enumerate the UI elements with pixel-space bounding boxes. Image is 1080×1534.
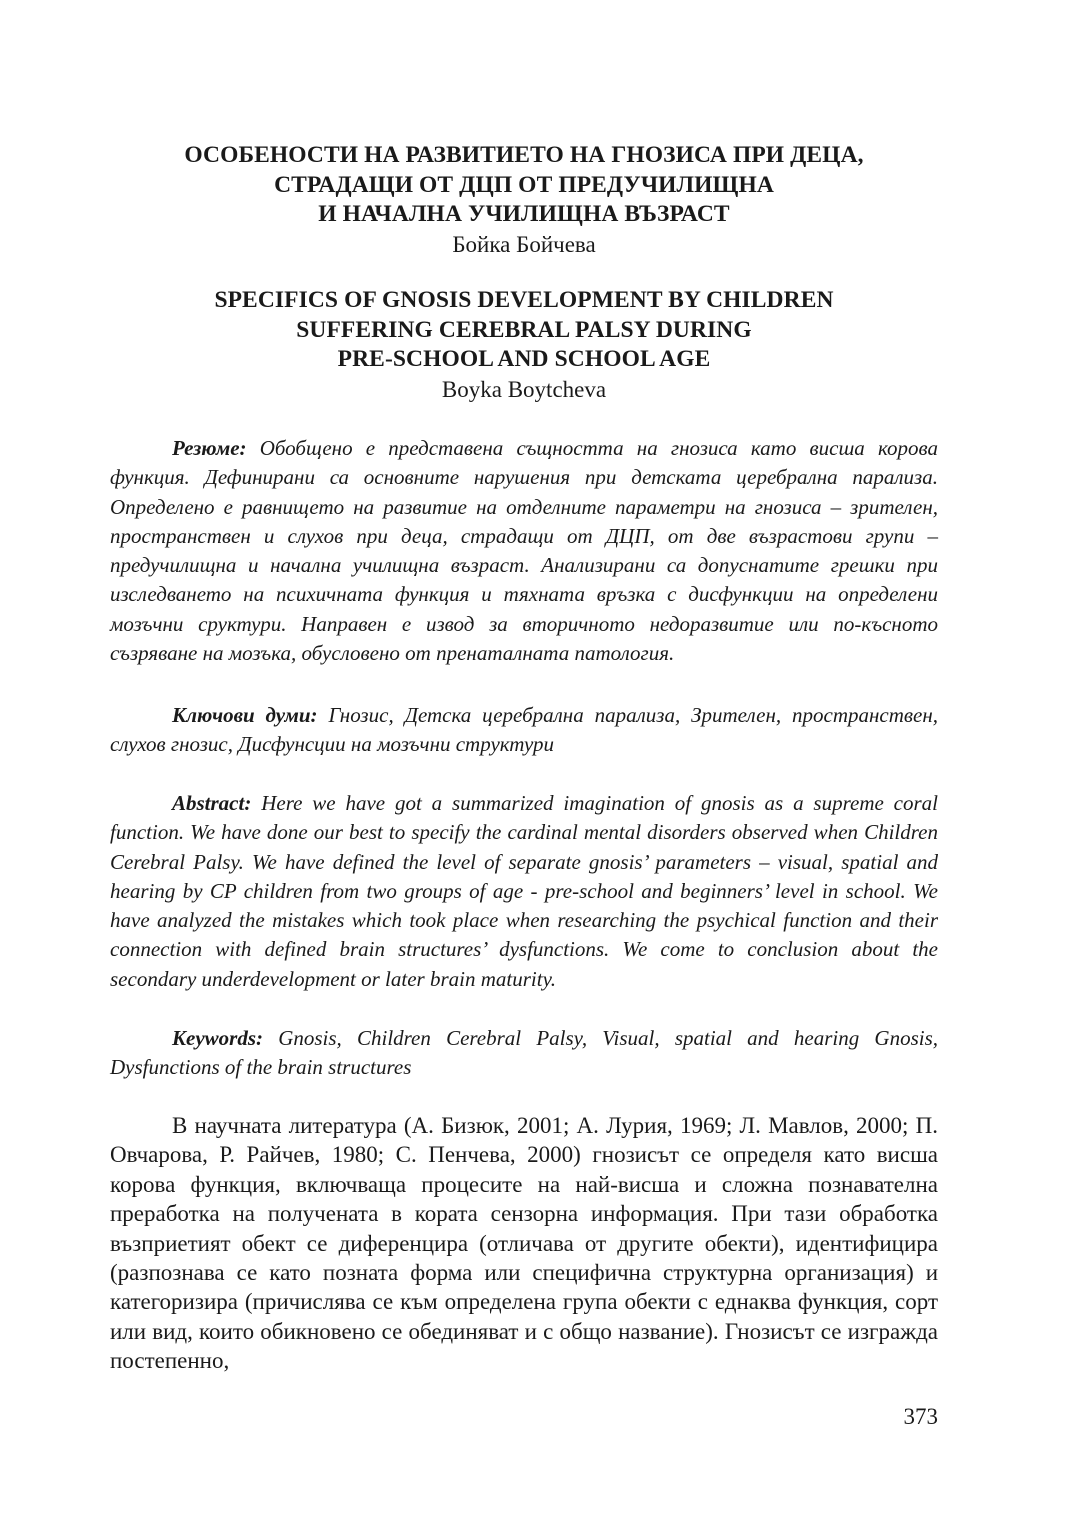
resume-text: Обобщено е представена същността на гнозиса като висша корова функция. Дефинирани са основните нарушения при детската церебрална парализа. Определено е равнището на развитие на отделните параметри на гнозиса – зрителен, пространствен и слухов при деца, страдащи от ДЦП, от две възрастови групи – предучилищна и начална училищна възраст. Анализирани са допуснатите грешки при изследването на психичната функция и тяхната връзка с дисфункции на определени мозъчни сруктури. Направен е извод за вторичното недоразвитие или по-късното съзряване на мозъка, обусловено от пренаталната патология. — [110, 436, 938, 666]
title-bg-line-2: СТРАДАЩИ ОТ ДЦП ОТ ПРЕДУЧИЛИЩНА — [274, 171, 774, 198]
abstract-text: Here we have got a summarized imagination of gnosis as a supreme coral function. We have done our best to specify the cardinal mental disorders observed when Children Cerebral Palsy. We have defined the level of separate gnosis’ parameters – visual, spatial and hearing by CP children from two groups of age - pre-school and beginners’ level in school. We have analyzed the mistakes which took place when researching the psychical function and their connection with defined brain structures’ dysfunctions. We come to conclusion about the secondary underdevelopment or later brain maturity. — [110, 791, 939, 991]
page-number: 373 — [903, 1404, 938, 1429]
author-en: Boyka Boytcheva — [441, 376, 607, 402]
keywords-en-paragraph — [110, 1024, 938, 1083]
keywords-bg-paragraph — [110, 701, 938, 760]
title-en-line-1: SPECIFICS OF GNOSIS DEVELOPMENT BY CHILDREN — [214, 287, 834, 313]
title-bg-line-1: ОСОБЕНОСТИ НА РАЗВИТИЕТО НА ГНОЗИСА ПРИ ДЕЦА, — [184, 142, 864, 168]
keywords-bg-text: Гнозис, Детска церебрална парализа, Зрителен, пространствен, слухов гнозис, Дисфунсции на мозъчни структури — [110, 703, 939, 757]
author-bg: Бойка Бойчева — [452, 231, 596, 257]
document-page — [110, 0, 938, 1534]
title-bg-line-3: И НАЧАЛНА УЧИЛИЩНА ВЪЗРАСТ — [318, 201, 730, 227]
resume-paragraph — [110, 434, 938, 668]
body-paragraph: В научната литература (А. Бизюк, 2001; А. Лурия, 1969; Л. Мавлов, 2000; П. Овчарова, Р. Райчев, 1980; С. Пенчева, 2000) гнозисът се определя като висша корова функция, включваща процесите на най-висша и сложна познавателна преработка на получената в кората сензорна информация. При тази обработка възприетият обект се диференцира (отличава от другите обекти), идентифицира (разпознава се като позната форма или специфична структурна организация) и категоризира (причислява се към определена група обекти с еднаква функция, сорт или вид, които обикновено се обединяват и с общо название). Гнозисът се изгражда постепенно, — [110, 1113, 938, 1374]
abstract-paragraph — [110, 789, 938, 994]
keywords-en-text: Gnosis, Children Cerebral Palsy, Visual, spatial and hearing Gnosis, Dysfunctions of the brain structures — [110, 1026, 938, 1080]
keywords-en-label: Keywords: — [172, 1026, 263, 1050]
title-en-line-2: SUFFERING CEREBRAL PALSY DURING — [296, 316, 752, 343]
title-en-line-3: PRE-SCHOOL AND SCHOOL AGE — [337, 346, 711, 372]
resume-label: Резюме: — [172, 436, 247, 460]
english-title-block — [110, 286, 938, 404]
abstract-label: Abstract: — [172, 791, 252, 815]
keywords-bg-label: Ключови думи: — [172, 703, 318, 727]
bulgarian-title-block — [110, 141, 938, 259]
